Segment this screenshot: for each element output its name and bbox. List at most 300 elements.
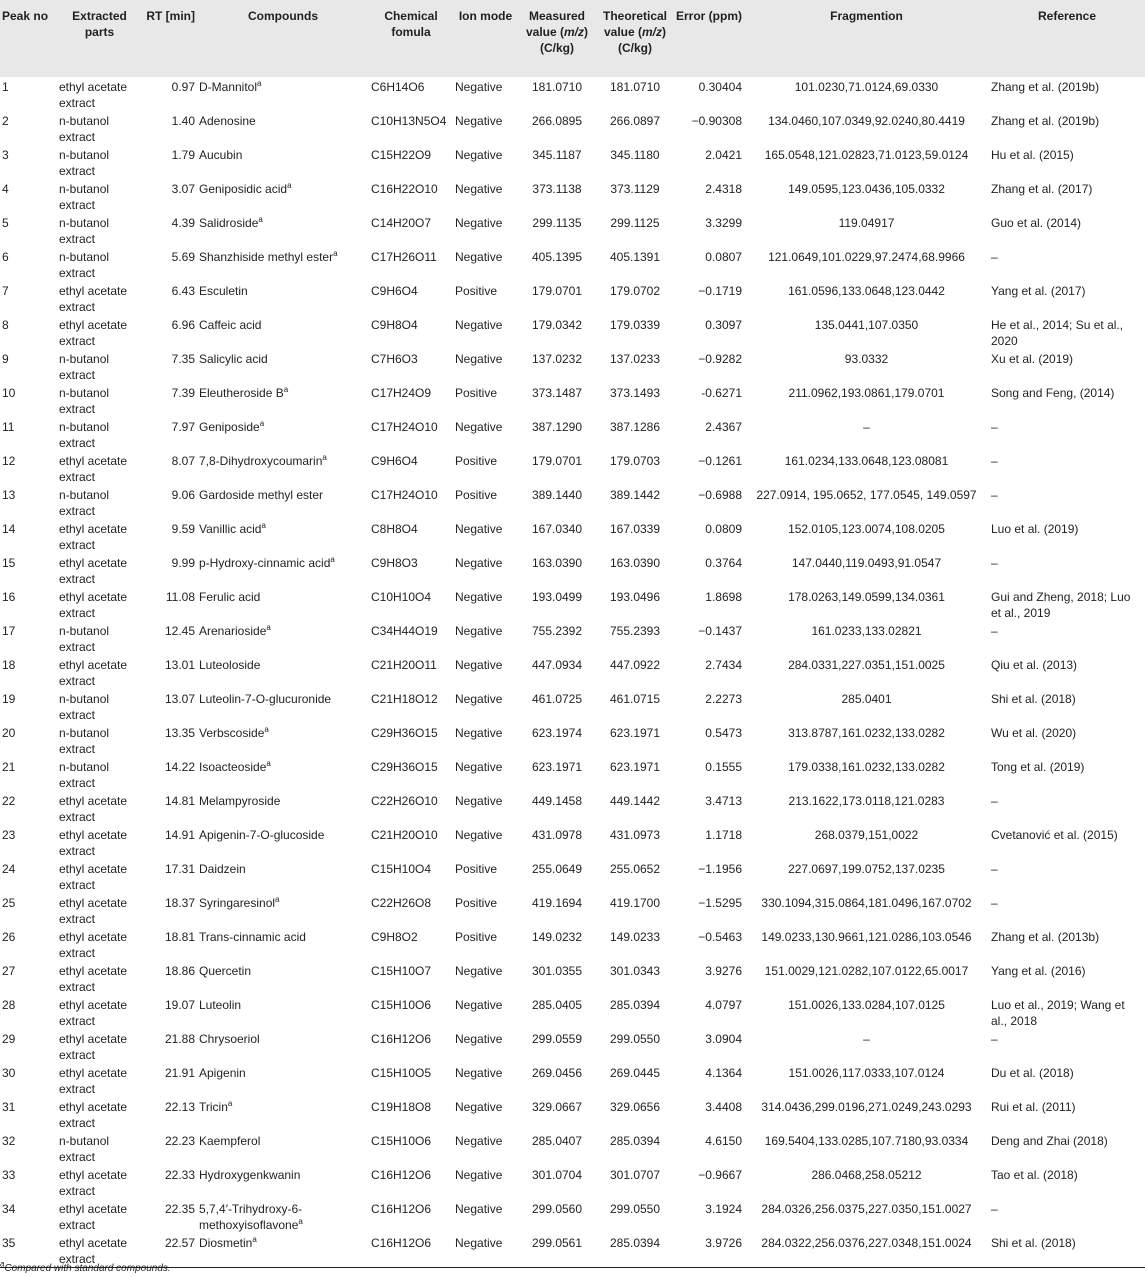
cell-extracted-parts: ethyl acetate extract bbox=[59, 896, 128, 926]
cell-peak-no: 25 bbox=[2, 896, 16, 910]
cell-theoretical-value: 285.0394 bbox=[609, 1236, 661, 1250]
cell-chemical-formula: C29H36O15 bbox=[371, 760, 438, 774]
cell-fragmention: 135.0441,107.0350 bbox=[814, 318, 919, 332]
cell-chemical-formula: C16H22O10 bbox=[371, 182, 438, 196]
cell-extracted-parts: ethyl acetate extract bbox=[59, 1168, 128, 1198]
cell-compound bbox=[197, 995, 369, 1029]
table-row bbox=[0, 383, 1145, 417]
cell-ion-mode: Negative bbox=[455, 420, 503, 434]
cell-ion-mode: Negative bbox=[455, 760, 503, 774]
cell-extracted-parts: n-butanol extract bbox=[59, 148, 110, 178]
cell-chemical-formula: C7H6O3 bbox=[371, 352, 418, 366]
cell-compound bbox=[197, 1199, 369, 1233]
cell-peak-no: 23 bbox=[2, 828, 16, 842]
cell-measured-value: 193.0499 bbox=[531, 590, 583, 604]
cell-rt: 17.31 bbox=[164, 862, 195, 876]
cell-rt: 11.08 bbox=[165, 590, 195, 604]
table-row bbox=[0, 111, 1145, 145]
cell-error: −1.1956 bbox=[698, 862, 742, 876]
cell-ion-mode: Negative bbox=[455, 624, 503, 638]
cell-reference: – bbox=[991, 454, 998, 468]
cell-chemical-formula: C10H13N5O4 bbox=[371, 114, 447, 128]
cell-reference: Deng and Zhai (2018) bbox=[991, 1134, 1108, 1148]
cell-measured-value: 447.0934 bbox=[531, 658, 583, 672]
cell-peak-no: 1 bbox=[2, 80, 9, 94]
cell-chemical-formula: C17H24O9 bbox=[371, 386, 432, 400]
cell-error: 3.4713 bbox=[705, 794, 742, 808]
cell-reference: Gui and Zheng, 2018; Luo et al., 2019 bbox=[991, 590, 1131, 620]
table-body bbox=[0, 77, 1145, 1268]
cell-fragmention: 93.0332 bbox=[844, 352, 889, 366]
cell-extracted-parts: ethyl acetate extract bbox=[59, 1236, 128, 1266]
cell-ion-mode: Negative bbox=[455, 216, 503, 230]
cell-theoretical-value: 373.1493 bbox=[609, 386, 661, 400]
cell-reference: – bbox=[991, 862, 998, 876]
cell-extracted-parts: ethyl acetate extract bbox=[59, 590, 128, 620]
cell-rt: 9.99 bbox=[171, 556, 195, 570]
cell-measured-value: 623.1971 bbox=[531, 760, 583, 774]
cell-rt: 21.88 bbox=[164, 1032, 195, 1046]
header-peak-no: Peak no bbox=[2, 9, 49, 23]
cell-measured-value: 329.0667 bbox=[531, 1100, 583, 1114]
cell-theoretical-value: 389.1442 bbox=[609, 488, 661, 502]
cell-measured-value: 299.0561 bbox=[531, 1236, 583, 1250]
cell-ion-mode: Negative bbox=[455, 998, 503, 1012]
cell-error: −0.6988 bbox=[698, 488, 742, 502]
cell-rt: 22.33 bbox=[164, 1168, 195, 1182]
cell-peak-no: 32 bbox=[2, 1134, 16, 1148]
cell-chemical-formula: C16H12O6 bbox=[371, 1236, 432, 1250]
cell-theoretical-value: 345.1180 bbox=[610, 148, 660, 162]
cell-theoretical-value: 285.0394 bbox=[609, 998, 661, 1012]
cell-extracted-parts: n-butanol extract bbox=[59, 624, 110, 654]
cell-compound bbox=[197, 859, 369, 893]
compound-name: Luteolin bbox=[199, 998, 242, 1012]
cell-rt: 22.23 bbox=[164, 1134, 195, 1148]
cell-chemical-formula: C22H26O10 bbox=[371, 794, 438, 808]
cell-reference: Zhang et al. (2013b) bbox=[991, 930, 1100, 944]
cell-peak-no: 19 bbox=[2, 692, 16, 706]
cell-extracted-parts: n-butanol extract bbox=[59, 760, 110, 790]
cell-theoretical-value: 301.0707 bbox=[609, 1168, 661, 1182]
cell-ion-mode: Negative bbox=[455, 590, 503, 604]
cell-theoretical-value: 285.0394 bbox=[609, 1134, 661, 1148]
cell-compound bbox=[197, 417, 369, 451]
cell-error: −0.90308 bbox=[691, 114, 742, 128]
cell-chemical-formula: C10H10O4 bbox=[371, 590, 432, 604]
cell-measured-value: 301.0355 bbox=[531, 964, 583, 978]
cell-fragmention: 152.0105,123.0074,108.0205 bbox=[788, 522, 945, 536]
cell-extracted-parts: n-butanol extract bbox=[59, 114, 110, 144]
cell-reference: – bbox=[991, 794, 998, 808]
header-reference: Reference bbox=[1037, 9, 1097, 23]
cell-chemical-formula: C17H26O11 bbox=[371, 250, 437, 264]
cell-reference: Zhang et al. (2019b) bbox=[991, 80, 1100, 94]
cell-compound bbox=[197, 621, 369, 655]
cell-fragmention: 101.0230,71.0124,69.0330 bbox=[794, 80, 939, 94]
cell-compound bbox=[197, 1233, 369, 1268]
cell-theoretical-value: 329.0656 bbox=[609, 1100, 661, 1114]
table-row bbox=[0, 927, 1145, 961]
cell-measured-value: 255.0649 bbox=[531, 862, 583, 876]
cell-fragmention: 268.0379,151,0022 bbox=[814, 828, 919, 842]
cell-ion-mode: Negative bbox=[455, 556, 503, 570]
cell-theoretical-value: 266.0897 bbox=[609, 114, 661, 128]
cell-extracted-parts: n-butanol extract bbox=[59, 1134, 110, 1164]
cell-peak-no: 33 bbox=[2, 1168, 16, 1182]
table-row bbox=[0, 587, 1145, 621]
standard-compound-mark: a bbox=[227, 1099, 233, 1108]
table-row bbox=[0, 247, 1145, 281]
table-row bbox=[0, 825, 1145, 859]
table-row bbox=[0, 791, 1145, 825]
table-row bbox=[0, 961, 1145, 995]
cell-chemical-formula: C19H18O8 bbox=[371, 1100, 432, 1114]
cell-extracted-parts: ethyl acetate extract bbox=[59, 930, 128, 960]
compound-name: 7,8-Dihydroxycoumarin bbox=[199, 454, 323, 468]
cell-compound bbox=[197, 519, 369, 553]
cell-measured-value: 179.0701 bbox=[531, 284, 583, 298]
header-extracted-parts: Extracted parts bbox=[72, 9, 127, 39]
compound-name: Apigenin bbox=[199, 1066, 246, 1080]
cell-peak-no: 15 bbox=[2, 556, 16, 570]
cell-fragmention: 147.0440,119.0493,91.0547 bbox=[791, 556, 942, 570]
table-row bbox=[0, 213, 1145, 247]
compound-name: Salicylic acid bbox=[199, 352, 268, 366]
cell-reference: Cvetanović et al. (2015) bbox=[991, 828, 1118, 842]
cell-peak-no: 31 bbox=[2, 1100, 16, 1114]
cell-rt: 13.35 bbox=[164, 726, 195, 740]
cell-fragmention: 119.04917 bbox=[838, 216, 895, 230]
cell-fragmention: 161.0234,133.0648,123.08081 bbox=[784, 454, 949, 468]
cell-reference: Rui et al. (2011) bbox=[991, 1100, 1076, 1114]
cell-measured-value: 137.0232 bbox=[531, 352, 583, 366]
cell-measured-value: 285.0405 bbox=[531, 998, 583, 1012]
table-row bbox=[0, 77, 1145, 111]
cell-peak-no: 9 bbox=[2, 352, 9, 366]
cell-measured-value: 755.2392 bbox=[531, 624, 583, 638]
cell-theoretical-value: 163.0390 bbox=[609, 556, 661, 570]
cell-measured-value: 389.1440 bbox=[531, 488, 583, 502]
cell-extracted-parts: n-butanol extract bbox=[59, 216, 110, 246]
compound-name: 5,7,4′-Trihydroxy-6-methoxyisoflavone bbox=[199, 1202, 303, 1232]
cell-error: 0.3764 bbox=[705, 556, 742, 570]
cell-error: 1.8698 bbox=[705, 590, 742, 604]
table-row bbox=[0, 485, 1145, 519]
cell-reference: Qiu et al. (2013) bbox=[991, 658, 1078, 672]
table-row bbox=[0, 1165, 1145, 1199]
cell-ion-mode: Negative bbox=[455, 1066, 503, 1080]
cell-peak-no: 35 bbox=[2, 1236, 16, 1250]
cell-reference: – bbox=[991, 1202, 998, 1216]
cell-compound bbox=[197, 757, 369, 791]
cell-fragmention: 285.0401 bbox=[841, 692, 892, 706]
cell-ion-mode: Positive bbox=[455, 386, 498, 400]
standard-compound-mark: a bbox=[330, 555, 335, 564]
standard-compound-mark: a bbox=[252, 1235, 257, 1244]
cell-rt: 19.07 bbox=[164, 998, 195, 1012]
cell-measured-value: 299.0559 bbox=[531, 1032, 583, 1046]
cell-measured-value: 373.1138 bbox=[532, 182, 582, 196]
cell-measured-value: 431.0978 bbox=[531, 828, 583, 842]
compound-name: Arenarioside bbox=[199, 624, 267, 638]
cell-compound bbox=[197, 825, 369, 859]
cell-error: −0.1719 bbox=[698, 284, 742, 298]
cell-ion-mode: Negative bbox=[455, 182, 503, 196]
cell-measured-value: 405.1395 bbox=[531, 250, 583, 264]
table-row bbox=[0, 417, 1145, 451]
compound-name: Salidroside bbox=[199, 216, 259, 230]
cell-measured-value: 179.0701 bbox=[531, 454, 583, 468]
table-row bbox=[0, 553, 1145, 587]
cell-error: 2.4367 bbox=[705, 420, 742, 434]
cell-extracted-parts: n-butanol extract bbox=[59, 726, 110, 756]
cell-theoretical-value: 179.0703 bbox=[609, 454, 661, 468]
cell-reference: Yang et al. (2016) bbox=[991, 964, 1086, 978]
cell-theoretical-value: 179.0702 bbox=[609, 284, 661, 298]
cell-rt: 18.86 bbox=[164, 964, 195, 978]
table-footnote bbox=[0, 1259, 171, 1276]
cell-fragmention: 314.0436,299.0196,271.0249,243.0293 bbox=[761, 1100, 972, 1114]
cell-measured-value: 419.1694 bbox=[531, 896, 583, 910]
cell-fragmention: 149.0595,123.0436,105.0332 bbox=[788, 182, 945, 196]
cell-reference: Zhang et al. (2019b) bbox=[991, 114, 1100, 128]
header-theoretical-value: Theoretical value (m/z) (C/kg) bbox=[602, 9, 668, 55]
cell-peak-no: 3 bbox=[2, 148, 9, 162]
cell-chemical-formula: C16H12O6 bbox=[371, 1032, 432, 1046]
table-row bbox=[0, 1063, 1145, 1097]
cell-theoretical-value: 299.0550 bbox=[609, 1032, 661, 1046]
cell-error: 4.0797 bbox=[705, 998, 742, 1012]
cell-compound bbox=[197, 1097, 369, 1131]
cell-error: 3.1924 bbox=[705, 1202, 742, 1216]
cell-rt: 14.91 bbox=[164, 828, 195, 842]
cell-error: −1.5295 bbox=[698, 896, 742, 910]
standard-compound-mark: a bbox=[275, 895, 280, 904]
standard-compound-mark: a bbox=[266, 759, 271, 768]
standard-compound-mark: a bbox=[322, 453, 327, 462]
cell-ion-mode: Negative bbox=[455, 80, 503, 94]
cell-ion-mode: Negative bbox=[455, 794, 503, 808]
cell-rt: 22.57 bbox=[164, 1236, 195, 1250]
compound-name: Eleutheroside B bbox=[199, 386, 284, 400]
cell-compound bbox=[197, 553, 369, 587]
cell-compound bbox=[197, 179, 369, 213]
cell-chemical-formula: C9H8O4 bbox=[371, 318, 418, 332]
cell-rt: 13.01 bbox=[164, 658, 195, 672]
header-compounds: Compounds bbox=[248, 9, 318, 23]
cell-measured-value: 167.0340 bbox=[531, 522, 583, 536]
compound-name: Verbscoside bbox=[199, 726, 265, 740]
cell-rt: 7.35 bbox=[171, 352, 195, 366]
cell-error: −0.9282 bbox=[698, 352, 742, 366]
compound-name: Isoacteoside bbox=[199, 760, 267, 774]
compound-name: Esculetin bbox=[199, 284, 248, 298]
cell-theoretical-value: 137.0233 bbox=[609, 352, 661, 366]
cell-error: 0.5473 bbox=[705, 726, 742, 740]
compound-name: Quercetin bbox=[199, 964, 252, 978]
cell-compound bbox=[197, 1063, 369, 1097]
compound-name: Adenosine bbox=[199, 114, 256, 128]
cell-peak-no: 2 bbox=[2, 114, 9, 128]
cell-compound bbox=[197, 383, 369, 417]
compound-name: Caffeic acid bbox=[199, 318, 262, 332]
cell-rt: 6.96 bbox=[171, 318, 195, 332]
cell-chemical-formula: C21H20O10 bbox=[371, 828, 438, 842]
cell-compound bbox=[197, 1029, 369, 1063]
cell-error: −0.9667 bbox=[698, 1168, 742, 1182]
cell-ion-mode: Negative bbox=[455, 964, 503, 978]
cell-peak-no: 4 bbox=[2, 182, 9, 196]
cell-reference: – bbox=[991, 896, 998, 910]
cell-compound bbox=[197, 349, 369, 383]
cell-reference: Tao et al. (2018) bbox=[991, 1168, 1078, 1182]
cell-ion-mode: Negative bbox=[455, 1100, 503, 1114]
cell-fragmention: – bbox=[863, 1032, 870, 1046]
cell-reference: Song and Feng, (2014) bbox=[991, 386, 1115, 400]
cell-reference: Luo et al. (2019) bbox=[991, 522, 1079, 536]
cell-extracted-parts: n-butanol extract bbox=[59, 352, 110, 382]
cell-extracted-parts: n-butanol extract bbox=[59, 182, 110, 212]
compound-name: Gardoside methyl ester bbox=[199, 488, 324, 502]
standard-compound-mark: a bbox=[258, 215, 263, 224]
cell-extracted-parts: ethyl acetate extract bbox=[59, 80, 128, 110]
cell-chemical-formula: C17H24O10 bbox=[371, 488, 438, 502]
cell-theoretical-value: 387.1286 bbox=[609, 420, 661, 434]
cell-peak-no: 27 bbox=[2, 964, 16, 978]
cell-extracted-parts: ethyl acetate extract bbox=[59, 1202, 128, 1232]
cell-reference: – bbox=[991, 1032, 998, 1046]
cell-ion-mode: Positive bbox=[455, 862, 498, 876]
cell-reference: He et al., 2014; Su et al., 2020 bbox=[991, 318, 1124, 348]
compound-name: Geniposidic acid bbox=[199, 182, 288, 196]
cell-rt: 4.39 bbox=[171, 216, 195, 230]
cell-error: 2.7434 bbox=[705, 658, 742, 672]
table-row bbox=[0, 349, 1145, 383]
cell-error: 2.2273 bbox=[705, 692, 742, 706]
compound-name: Tricin bbox=[199, 1100, 228, 1114]
compound-name: Aucubin bbox=[199, 148, 243, 162]
cell-fragmention: 151.0026,133.0284,107.0125 bbox=[788, 998, 945, 1012]
cell-fragmention: 313.8787,161.0232,133.0282 bbox=[788, 726, 945, 740]
cell-measured-value: 461.0725 bbox=[531, 692, 583, 706]
cell-measured-value: 299.1135 bbox=[532, 216, 582, 230]
cell-compound bbox=[197, 315, 369, 349]
header-chemical-formula: Chemical fomula bbox=[384, 9, 438, 39]
cell-rt: 9.59 bbox=[171, 522, 195, 536]
cell-error: 4.6150 bbox=[705, 1134, 742, 1148]
table-row bbox=[0, 621, 1145, 655]
cell-measured-value: 163.0390 bbox=[531, 556, 583, 570]
cell-ion-mode: Negative bbox=[455, 692, 503, 706]
cell-extracted-parts: n-butanol extract bbox=[59, 488, 110, 518]
cell-ion-mode: Positive bbox=[455, 896, 498, 910]
cell-error: −0.1437 bbox=[698, 624, 742, 638]
cell-ion-mode: Negative bbox=[455, 250, 503, 264]
table-row bbox=[0, 1233, 1145, 1268]
cell-error: 2.4318 bbox=[705, 182, 742, 196]
cell-theoretical-value: 255.0652 bbox=[609, 862, 661, 876]
cell-fragmention: 330.1094,315.0864,181.0496,167.0702 bbox=[761, 896, 972, 910]
cell-reference: Hu et al. (2015) bbox=[991, 148, 1074, 162]
cell-theoretical-value: 419.1700 bbox=[609, 896, 661, 910]
compound-name: p-Hydroxy-cinnamic acid bbox=[199, 556, 331, 570]
cell-peak-no: 21 bbox=[2, 760, 16, 774]
cell-measured-value: 623.1974 bbox=[531, 726, 583, 740]
cell-rt: 1.40 bbox=[171, 114, 195, 128]
cell-compound bbox=[197, 281, 369, 315]
cell-theoretical-value: 193.0496 bbox=[609, 590, 661, 604]
cell-rt: 18.81 bbox=[164, 930, 195, 944]
compound-name: Melampyroside bbox=[199, 794, 281, 808]
cell-compound bbox=[197, 689, 369, 723]
cell-extracted-parts: ethyl acetate extract bbox=[59, 794, 128, 824]
cell-peak-no: 26 bbox=[2, 930, 16, 944]
cell-fragmention: 151.0029,121.0282,107.0122,65.0017 bbox=[764, 964, 969, 978]
cell-fragmention: 151.0026,117.0333,107.0124 bbox=[788, 1066, 945, 1080]
compound-name: Vanillic acid bbox=[199, 522, 262, 536]
cell-fragmention: 227.0697,199.0752,137.0235 bbox=[788, 862, 945, 876]
cell-peak-no: 17 bbox=[2, 624, 16, 638]
header-measured-value: Measured value (m/z) (C/kg) bbox=[525, 9, 589, 55]
table-row bbox=[0, 757, 1145, 791]
cell-peak-no: 6 bbox=[2, 250, 9, 264]
cell-reference: Yang et al. (2017) bbox=[991, 284, 1086, 298]
cell-reference: Shi et al. (2018) bbox=[991, 1236, 1076, 1250]
table-row bbox=[0, 179, 1145, 213]
cell-chemical-formula: C9H8O3 bbox=[371, 556, 418, 570]
cell-theoretical-value: 299.1125 bbox=[610, 216, 660, 230]
cell-reference: Shi et al. (2018) bbox=[991, 692, 1076, 706]
cell-measured-value: 266.0895 bbox=[531, 114, 583, 128]
standard-compound-mark: a bbox=[266, 623, 271, 632]
cell-peak-no: 7 bbox=[2, 284, 9, 298]
cell-chemical-formula: C16H12O6 bbox=[371, 1202, 432, 1216]
table-row bbox=[0, 655, 1145, 689]
cell-fragmention: 213.1622,173.0118,121.0283 bbox=[788, 794, 945, 808]
table-row bbox=[0, 1199, 1145, 1233]
cell-peak-no: 13 bbox=[2, 488, 16, 502]
table-header-row bbox=[0, 0, 1145, 77]
cell-chemical-formula: C14H20O7 bbox=[371, 216, 432, 230]
cell-ion-mode: Positive bbox=[455, 284, 498, 298]
cell-fragmention: 284.0326,256.0375,227.0350,151.0027 bbox=[761, 1202, 972, 1216]
cell-chemical-formula: C9H6O4 bbox=[371, 284, 418, 298]
cell-fragmention: 179.0338,161.0232,133.0282 bbox=[788, 760, 945, 774]
cell-compound bbox=[197, 451, 369, 485]
cell-compound bbox=[197, 213, 369, 247]
cell-theoretical-value: 181.0710 bbox=[609, 80, 661, 94]
table-row bbox=[0, 1131, 1145, 1165]
cell-peak-no: 22 bbox=[2, 794, 16, 808]
cell-compound bbox=[197, 791, 369, 825]
standard-compound-mark: a bbox=[298, 1217, 303, 1226]
table-row bbox=[0, 451, 1145, 485]
cell-chemical-formula: C22H26O8 bbox=[371, 896, 432, 910]
compound-name: D-Mannitol bbox=[199, 80, 258, 94]
cell-extracted-parts: ethyl acetate extract bbox=[59, 862, 128, 892]
cell-measured-value: 181.0710 bbox=[531, 80, 583, 94]
cell-theoretical-value: 179.0339 bbox=[609, 318, 661, 332]
cell-extracted-parts: ethyl acetate extract bbox=[59, 998, 128, 1028]
cell-compound bbox=[197, 1165, 369, 1199]
compound-name: Syringaresinol bbox=[199, 896, 276, 910]
cell-compound bbox=[197, 77, 369, 111]
cell-compound bbox=[197, 893, 369, 927]
table-row bbox=[0, 893, 1145, 927]
compound-name: Ferulic acid bbox=[199, 590, 261, 604]
cell-extracted-parts: n-butanol extract bbox=[59, 420, 110, 450]
